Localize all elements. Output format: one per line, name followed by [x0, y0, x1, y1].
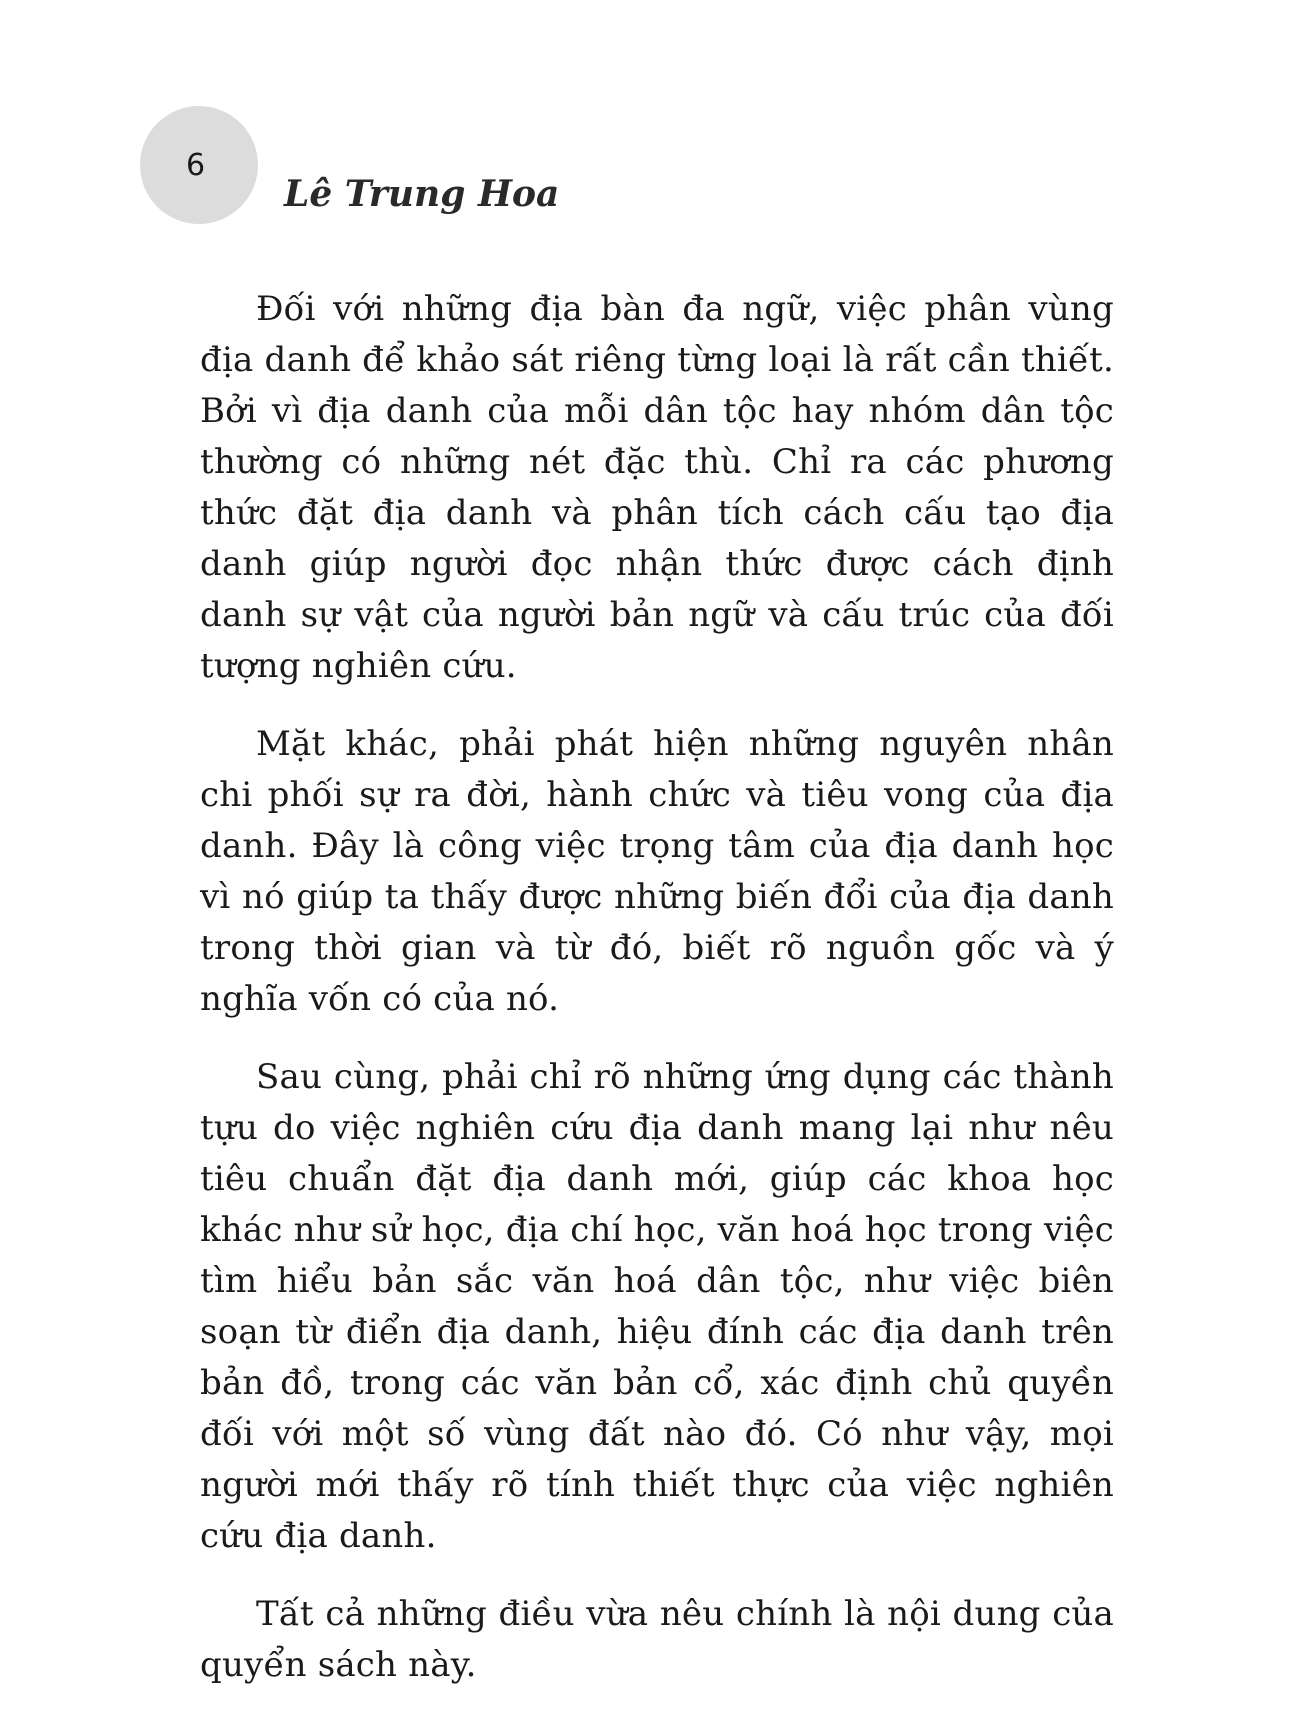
paragraph: Đối với những địa bàn đa ngữ, việc phân vùng địa danh để khảo sát riêng từng loại là rất cần thiết. Bởi vì địa danh của mỗi dân tộc hay nhóm dân tộc thường có những nét đặc thù. Chỉ ra các phương thức đặt địa danh và phân tích cách cấu tạo địa danh giúp người đọc nhận thức được cách định danh sự vật của người bản ngữ và cấu trúc của đối tượng nghiên cứu.: [200, 289, 1114, 686]
paragraph: Mặt khác, phải phát hiện những nguyên nhân chi phối sự ra đời, hành chức và tiêu vong của địa danh. Đây là công việc trọng tâm của địa danh học vì nó giúp ta thấy được những biến đổi của địa danh trong thời gian và từ đó, biết rõ nguồn gốc và ý nghĩa vốn có của nó.: [200, 724, 1114, 1019]
running-header-author: Lê Trung Hoa: [284, 173, 560, 215]
page-number: 6: [186, 148, 206, 183]
body-text: [200, 284, 1114, 1718]
paragraph: Sau cùng, phải chỉ rõ những ứng dụng các thành tựu do việc nghiên cứu địa danh mang lại như nêu tiêu chuẩn đặt địa danh mới, giúp các khoa học khác như sử học, địa chí học, văn hoá học trong việc tìm hiểu bản sắc văn hoá dân tộc, như việc biên soạn từ điển địa danh, hiệu đính các địa danh trên bản đồ, trong các văn bản cổ, xác định chủ quyền đối với một số vùng đất nào đó. Có như vậy, mọi người mới thấy rõ tính thiết thực của việc nghiên cứu địa danh.: [200, 1057, 1115, 1556]
paragraph: Tất cả những điều vừa nêu chính là nội dung của quyển sách này.: [200, 1594, 1114, 1685]
